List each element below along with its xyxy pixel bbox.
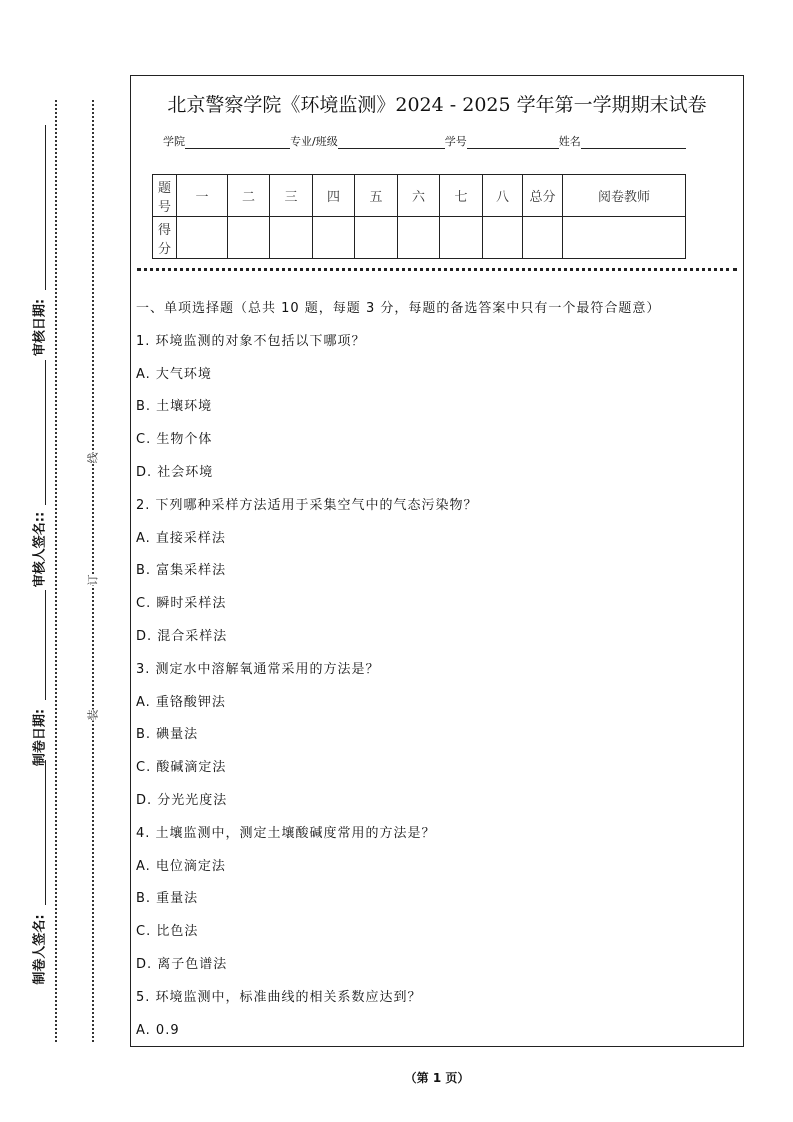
option: A. 直接采样法	[136, 530, 226, 546]
score-cell[interactable]	[270, 217, 313, 259]
signature-line	[45, 360, 46, 505]
binding-mark-xian: 线	[86, 452, 100, 464]
id-field[interactable]	[467, 136, 559, 149]
option: C. 比色法	[136, 924, 199, 940]
option: C. 酸碱滴定法	[136, 760, 227, 776]
score-cell[interactable]	[228, 217, 270, 259]
option: B. 土壤环境	[136, 399, 213, 415]
question: 2. 下列哪种采样方法适用于采集空气中的气态污染物？	[136, 497, 478, 513]
review-date-label: 审核日期:	[32, 298, 48, 357]
reviewer-signature-label: 审核人签名::	[32, 511, 48, 588]
question: 1. 环境监测的对象不包括以下哪项？	[136, 333, 366, 349]
score-cell[interactable]	[483, 217, 523, 259]
score-table	[152, 174, 686, 259]
signature-line	[45, 125, 46, 290]
major-label: 专业/班级	[290, 135, 338, 148]
option: A. 电位滴定法	[136, 858, 226, 874]
question-list	[136, 293, 660, 1047]
binding-line-outer	[55, 100, 57, 1042]
score-cell[interactable]	[563, 217, 686, 259]
question: 5. 环境监测中，标准曲线的相关系数应达到？	[136, 989, 422, 1005]
option: D. 离子色谱法	[136, 956, 228, 972]
option: A. 大气环境	[136, 366, 212, 382]
option: C. 生物个体	[136, 432, 213, 448]
header-cell: 五	[355, 175, 398, 217]
option: A. 重铬酸钾法	[136, 694, 226, 710]
id-label: 学号	[444, 135, 467, 148]
major-field[interactable]	[338, 136, 445, 149]
score-cell[interactable]	[523, 217, 563, 259]
exam-frame	[130, 75, 744, 1047]
question: 4. 土壤监测中，测定土壤酸碱度常用的方法是？	[136, 825, 436, 841]
score-cell[interactable]	[355, 217, 398, 259]
binding-line-inner	[92, 100, 94, 1042]
option: B. 富集采样法	[136, 563, 227, 579]
binding-mark-zhuang: 装	[86, 709, 100, 721]
header-cell: 六	[398, 175, 440, 217]
header-cell: 一	[177, 175, 228, 217]
section-heading: 一、单项选择题（总共 10 题，每题 3 分，每题的备选答案中只有一个最符合题意）	[136, 301, 661, 316]
question: 3. 测定水中溶解氧通常采用的方法是？	[136, 661, 380, 677]
college-field[interactable]	[185, 136, 290, 149]
name-label: 姓名	[558, 135, 581, 148]
header-cell: 题号	[153, 175, 177, 217]
header-cell: 四	[313, 175, 355, 217]
score-cell[interactable]	[177, 217, 228, 259]
option: D. 混合采样法	[136, 628, 228, 644]
option: B. 重量法	[136, 891, 199, 907]
option: A. 0.9	[136, 1022, 180, 1038]
dotted-separator	[137, 268, 737, 271]
exam-title: 北京警察学院《环境监测》2024 - 2025 学年第一学期期末试卷	[167, 94, 707, 116]
header-cell: 八	[483, 175, 523, 217]
name-field[interactable]	[581, 136, 686, 149]
score-cell[interactable]	[440, 217, 483, 259]
header-cell: 七	[440, 175, 483, 217]
compile-date-label: 制卷日期:	[32, 708, 48, 767]
header-cell: 总分	[523, 175, 563, 217]
score-cell[interactable]	[313, 217, 355, 259]
header-cell: 二	[228, 175, 270, 217]
signature-line	[45, 760, 46, 905]
option: D. 分光光度法	[136, 792, 228, 808]
college-label: 学院	[163, 135, 185, 148]
binding-mark-ding: 订	[86, 574, 100, 586]
option: D. 社会环境	[136, 464, 214, 480]
compiler-signature-label: 制卷人签名:	[32, 914, 48, 985]
score-cell[interactable]	[398, 217, 440, 259]
student-info	[163, 133, 686, 149]
page-number: （第 1 页）	[404, 1071, 470, 1085]
score-row-header: 得分	[153, 217, 177, 259]
header-cell: 三	[270, 175, 313, 217]
header-cell: 阅卷教师	[563, 175, 686, 217]
option: B. 碘量法	[136, 727, 199, 743]
option: C. 瞬时采样法	[136, 596, 227, 612]
